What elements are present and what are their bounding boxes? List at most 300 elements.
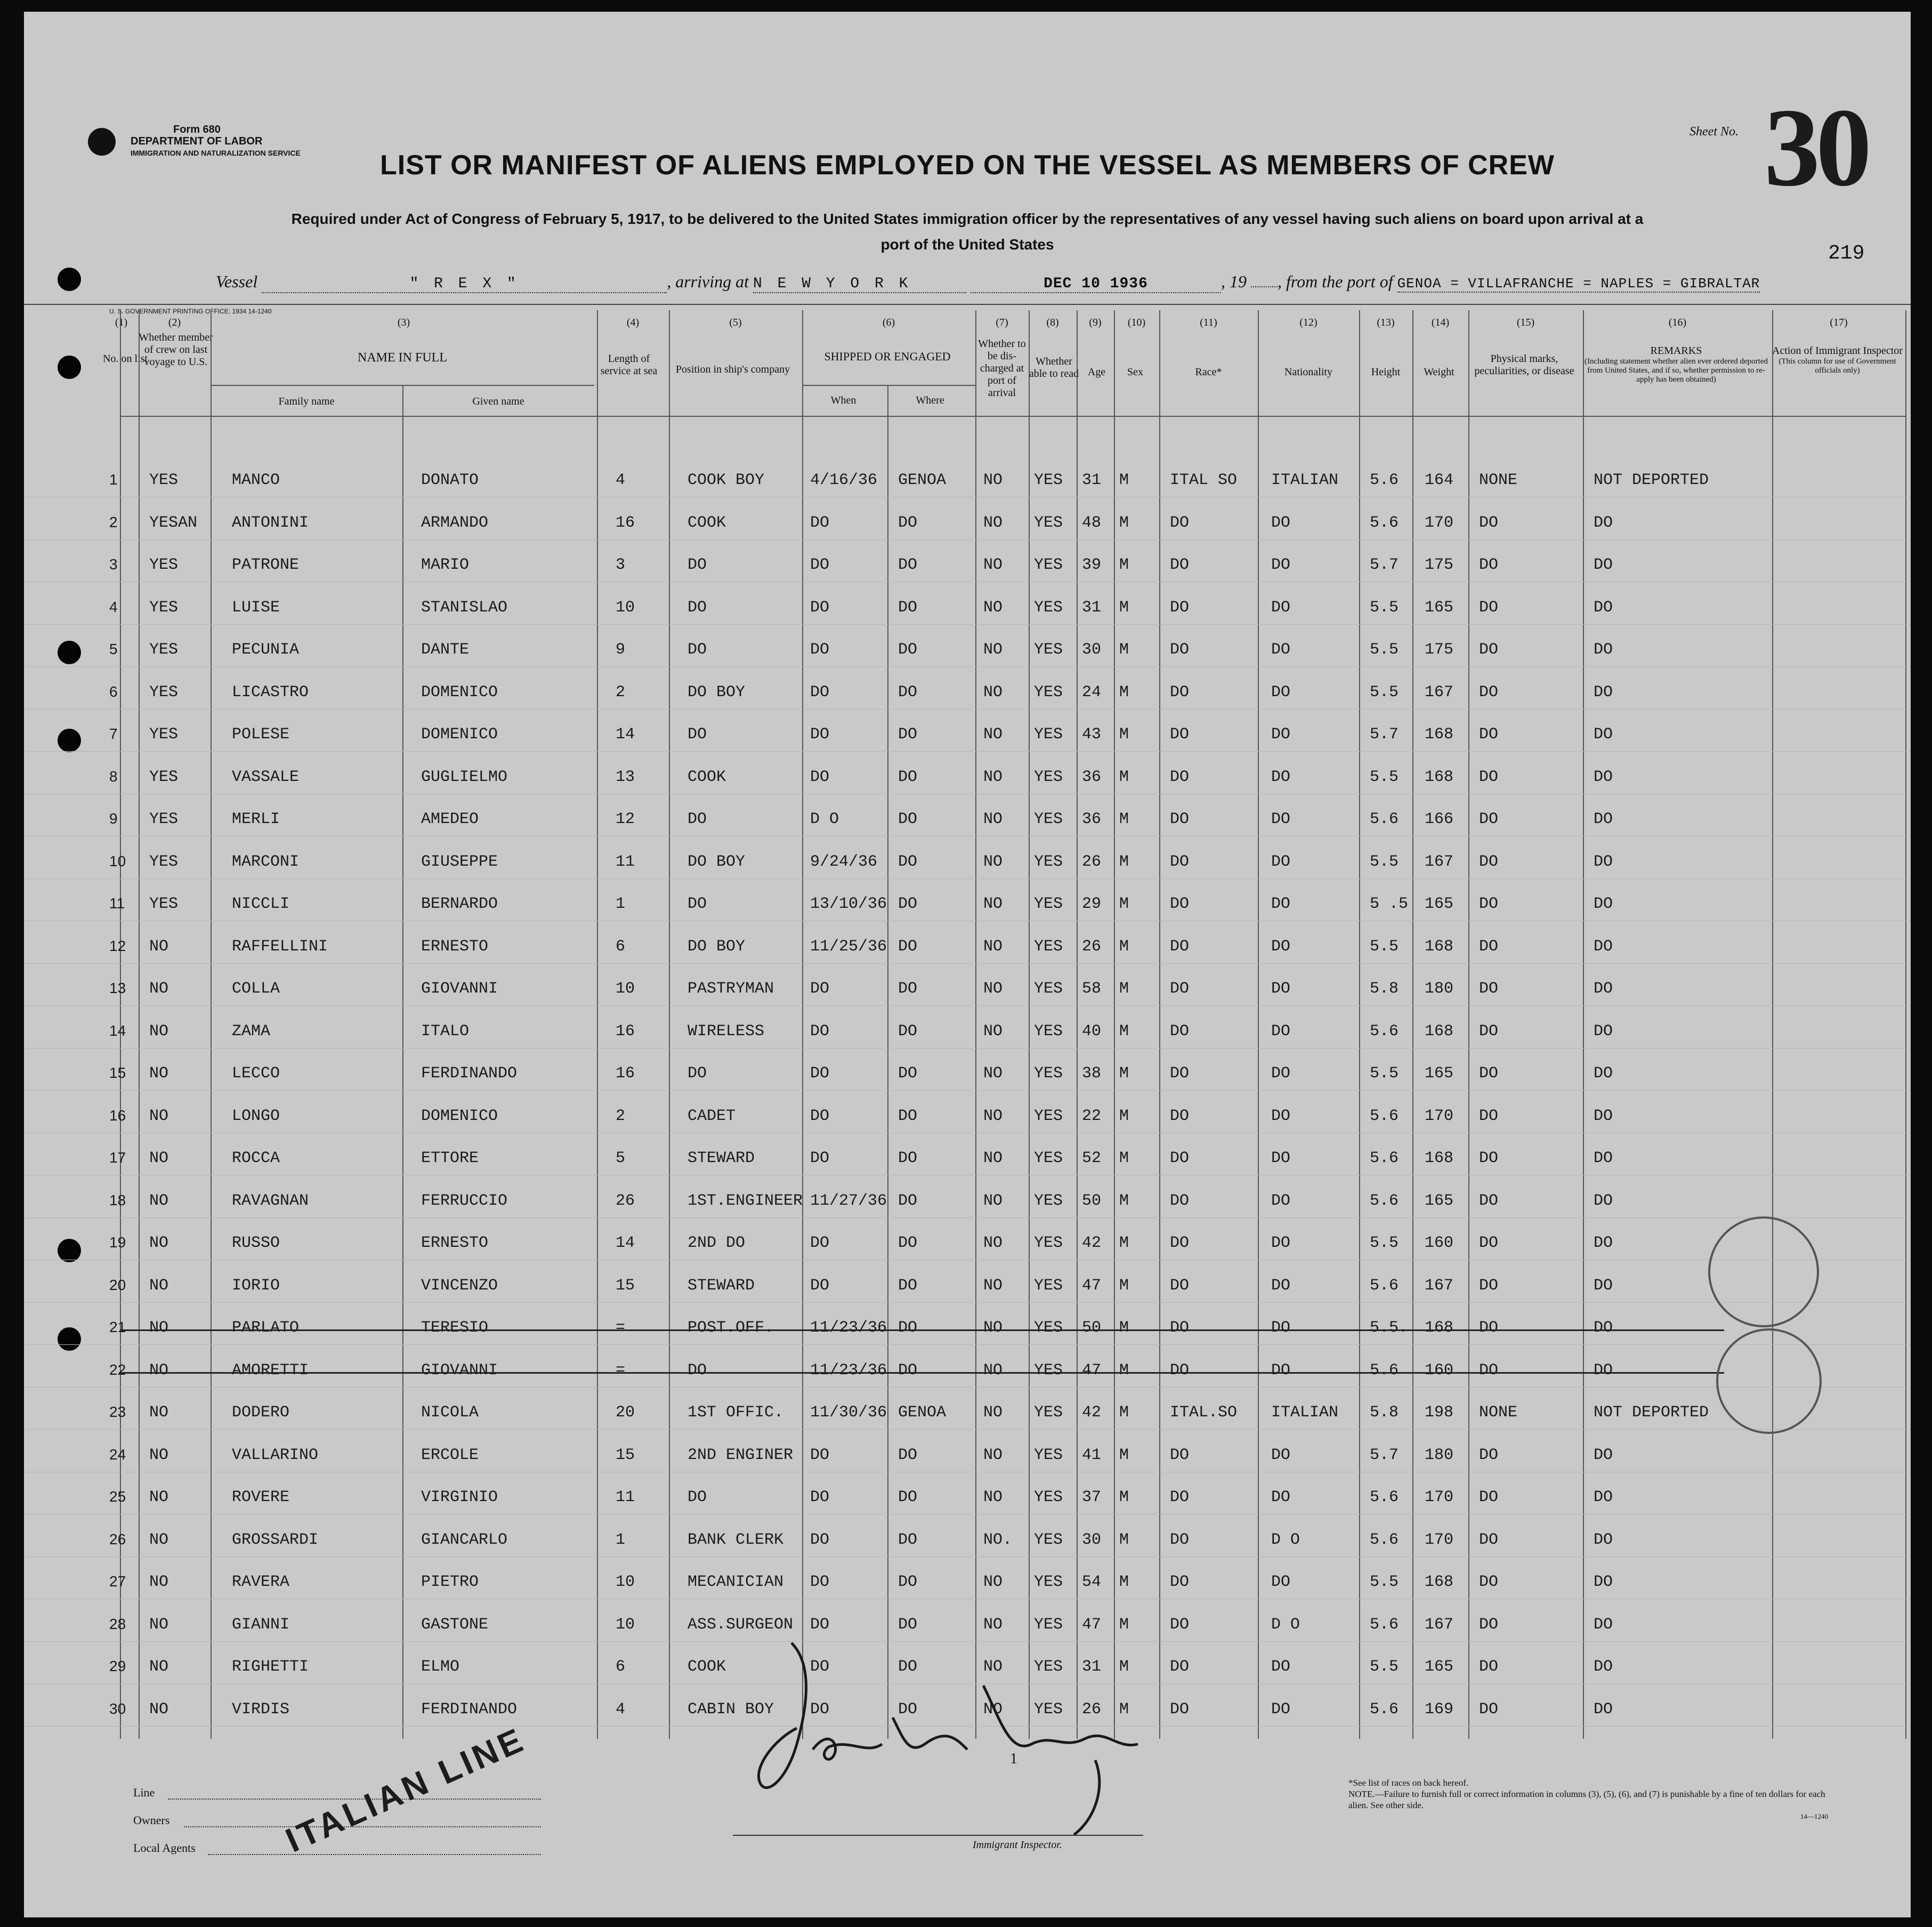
cell-family-name: RAVERA xyxy=(232,1573,290,1591)
cell-age: 47 xyxy=(1082,1361,1102,1380)
cell-family-name: DODERO xyxy=(232,1404,290,1422)
cell-sex: M xyxy=(1119,513,1129,532)
cell-remarks: DO xyxy=(1594,1530,1613,1549)
cell-family-name: MANCO xyxy=(232,471,280,489)
cell-age: 38 xyxy=(1082,1065,1102,1083)
cell-age: 31 xyxy=(1082,598,1102,617)
cell-weight: 175 xyxy=(1425,556,1454,574)
cell-shipped-when: DO xyxy=(810,1658,830,1676)
service-name: IMMIGRATION AND NATURALIZATION SERVICE xyxy=(131,149,301,157)
cell-weight: 180 xyxy=(1425,1446,1454,1464)
cell-shipped-where: DO xyxy=(898,810,918,828)
cell-remarks: DO xyxy=(1594,683,1613,702)
cell-weight: 165 xyxy=(1425,895,1454,913)
column-number: (9) xyxy=(1089,317,1102,328)
cell-sex: M xyxy=(1119,1615,1129,1634)
cell-shipped-when: DO xyxy=(810,1149,830,1167)
cell-discharged: NO xyxy=(983,1276,1003,1295)
cell-nationality: DO xyxy=(1271,937,1291,956)
cell-nationality: DO xyxy=(1271,556,1291,574)
cell-nationality: DO xyxy=(1271,1446,1291,1464)
header-nationality: Nationality xyxy=(1284,366,1332,378)
cell-row-number: 26 xyxy=(109,1530,126,1547)
cell-discharged: NO xyxy=(983,683,1003,702)
cell-row-number: 4 xyxy=(109,598,118,615)
cell-previous-voyage: NO xyxy=(149,1065,169,1083)
cell-physical-marks: DO xyxy=(1479,641,1499,659)
cell-weight: 168 xyxy=(1425,1149,1454,1167)
cell-nationality: DO xyxy=(1271,1276,1291,1295)
column-number: (16) xyxy=(1668,317,1687,328)
cell-given-name: ARMANDO xyxy=(421,513,489,532)
cell-discharged: NO xyxy=(983,852,1003,871)
page-subtitle xyxy=(120,206,1815,257)
cell-able-read: YES xyxy=(1034,1149,1063,1167)
cell-given-name: GASTONE xyxy=(421,1615,489,1634)
cell-sex: M xyxy=(1119,1446,1129,1464)
cell-previous-voyage: NO xyxy=(149,937,169,956)
consulate-seal-icon xyxy=(1716,1328,1822,1434)
column-number: (12) xyxy=(1299,317,1317,328)
cell-weight: 170 xyxy=(1425,1488,1454,1506)
cell-weight: 180 xyxy=(1425,980,1454,998)
cell-previous-voyage: NO xyxy=(149,1573,169,1591)
header-remarks xyxy=(1583,345,1769,384)
cell-weight: 160 xyxy=(1425,1234,1454,1252)
header-when: When xyxy=(830,394,856,406)
cell-previous-voyage: NO xyxy=(149,1446,169,1464)
cell-given-name: ELMO xyxy=(421,1658,460,1676)
cell-physical-marks: DO xyxy=(1479,1276,1499,1295)
cell-family-name: ZAMA xyxy=(232,1022,271,1041)
table-row xyxy=(24,1519,1911,1562)
cell-length-service: 14 xyxy=(616,1234,635,1252)
cell-weight: 198 xyxy=(1425,1404,1454,1422)
cell-physical-marks: DO xyxy=(1479,810,1499,828)
cell-nationality: DO xyxy=(1271,810,1291,828)
column-number: (1) xyxy=(115,317,128,328)
cell-age: 43 xyxy=(1082,725,1102,744)
table-row xyxy=(24,968,1911,1011)
cell-shipped-where: DO xyxy=(898,1658,918,1676)
cell-shipped-when: 11/30/36 xyxy=(810,1404,887,1422)
cell-previous-voyage: YES xyxy=(149,895,179,913)
cell-length-service: = xyxy=(616,1361,626,1380)
cell-given-name: FERDINANDO xyxy=(421,1700,518,1719)
cell-previous-voyage: NO xyxy=(149,1700,169,1719)
footer-notes xyxy=(1348,1777,1828,1822)
cell-shipped-when: 4/16/36 xyxy=(810,471,878,489)
header-height: Height xyxy=(1371,366,1401,378)
cell-given-name: GIANCARLO xyxy=(421,1530,508,1549)
cell-remarks: DO xyxy=(1594,1234,1613,1252)
cell-weight: 167 xyxy=(1425,683,1454,702)
table-row xyxy=(24,714,1911,756)
cell-remarks: DO xyxy=(1594,1107,1613,1125)
cell-length-service: 10 xyxy=(616,1615,635,1634)
subtitle-line-2: port of the United States xyxy=(880,236,1054,253)
cell-able-read: YES xyxy=(1034,1658,1063,1676)
cell-length-service: 10 xyxy=(616,1573,635,1591)
cell-able-read: YES xyxy=(1034,556,1063,574)
cell-physical-marks: DO xyxy=(1479,980,1499,998)
cell-physical-marks: DO xyxy=(1479,1319,1499,1337)
cell-sex: M xyxy=(1119,1700,1129,1719)
cell-shipped-where: DO xyxy=(898,980,918,998)
remarks-note: (Including statement whether alien ever ordered deported from United States, and if so, whether permission to re-apply has been obtained) xyxy=(1584,357,1768,384)
cell-sex: M xyxy=(1119,810,1129,828)
cell-nationality: DO xyxy=(1271,513,1291,532)
cell-shipped-where: DO xyxy=(898,1276,918,1295)
cell-discharged: NO xyxy=(983,1658,1003,1676)
cell-remarks: DO xyxy=(1594,1065,1613,1083)
cell-row-number: 7 xyxy=(109,725,118,742)
cell-previous-voyage: NO xyxy=(149,1615,169,1634)
cell-physical-marks: DO xyxy=(1479,895,1499,913)
cell-race: ITAL.SO xyxy=(1170,1404,1238,1422)
cell-remarks: DO xyxy=(1594,768,1613,786)
cell-race: DO xyxy=(1170,768,1190,786)
cell-sex: M xyxy=(1119,895,1129,913)
cell-remarks: DO xyxy=(1594,1658,1613,1676)
cell-shipped-when: DO xyxy=(810,1276,830,1295)
table-row xyxy=(24,1011,1911,1053)
cell-given-name: GUGLIELMO xyxy=(421,768,508,786)
cell-height: 5.6 xyxy=(1370,1276,1399,1295)
cell-row-number: 10 xyxy=(109,852,126,869)
cell-row-number: 19 xyxy=(109,1234,126,1251)
cell-row-number: 13 xyxy=(109,980,126,996)
cell-height: 5.6 xyxy=(1370,1107,1399,1125)
cell-given-name: MARIO xyxy=(421,556,470,574)
cell-weight: 165 xyxy=(1425,1065,1454,1083)
cell-physical-marks: NONE xyxy=(1479,1404,1518,1422)
cell-physical-marks: DO xyxy=(1479,598,1499,617)
cell-physical-marks: DO xyxy=(1479,1065,1499,1083)
inspector-signature-icon xyxy=(733,1622,1170,1845)
cell-weight: 165 xyxy=(1425,1658,1454,1676)
cell-previous-voyage: NO xyxy=(149,1319,169,1337)
cell-previous-voyage: NO xyxy=(149,1022,169,1041)
from-label: , from the port of xyxy=(1277,272,1393,291)
cell-row-number: 20 xyxy=(109,1276,126,1293)
table-row xyxy=(24,1222,1911,1265)
cell-length-service: 5 xyxy=(616,1149,626,1167)
cell-given-name: DOMENICO xyxy=(421,725,498,744)
cell-given-name: TERESIO xyxy=(421,1319,489,1337)
cell-sex: M xyxy=(1119,768,1129,786)
cell-height: 5.6 xyxy=(1370,810,1399,828)
cell-position: 2ND ENGINER xyxy=(688,1446,794,1464)
cell-age: 48 xyxy=(1082,513,1102,532)
cell-shipped-where: DO xyxy=(898,725,918,744)
cell-shipped-when: DO xyxy=(810,1446,830,1464)
cell-height: 5.5 xyxy=(1370,1573,1399,1591)
cell-race: DO xyxy=(1170,810,1190,828)
cell-shipped-when: 9/24/36 xyxy=(810,852,878,871)
cell-shipped-where: DO xyxy=(898,1022,918,1041)
column-number: (15) xyxy=(1516,317,1535,328)
cell-height: 5.5 xyxy=(1370,937,1399,956)
cell-previous-voyage: YES xyxy=(149,471,179,489)
cell-previous-voyage: NO xyxy=(149,1276,169,1295)
cell-row-number: 11 xyxy=(109,895,125,912)
cell-physical-marks: DO xyxy=(1479,768,1499,786)
cell-position: DO xyxy=(688,1488,707,1506)
cell-discharged: NO xyxy=(983,1446,1003,1464)
cell-weight: 170 xyxy=(1425,1107,1454,1125)
cell-shipped-where: DO xyxy=(898,852,918,871)
year-label: , 19 xyxy=(1220,272,1247,291)
cell-race: DO xyxy=(1170,1107,1190,1125)
table-row xyxy=(24,1392,1911,1434)
vessel-name: " R E X " xyxy=(262,276,667,293)
cell-weight: 168 xyxy=(1425,937,1454,956)
cell-shipped-when: DO xyxy=(810,768,830,786)
cell-position: 2ND DO xyxy=(688,1234,746,1252)
cell-shipped-where: DO xyxy=(898,641,918,659)
cell-able-read: YES xyxy=(1034,1573,1063,1591)
cell-row-number: 21 xyxy=(109,1319,126,1335)
cell-family-name: RAFFELLINI xyxy=(232,937,328,956)
cell-given-name: ETTORE xyxy=(421,1149,479,1167)
cell-family-name: LECCO xyxy=(232,1065,280,1083)
cell-age: 54 xyxy=(1082,1573,1102,1591)
cell-nationality: DO xyxy=(1271,641,1291,659)
cell-length-service: 6 xyxy=(616,1658,626,1676)
cell-previous-voyage: YESAN xyxy=(149,513,198,532)
cell-sex: M xyxy=(1119,598,1129,617)
table-row xyxy=(24,799,1911,841)
cell-sex: M xyxy=(1119,1488,1129,1506)
cell-previous-voyage: NO xyxy=(149,1149,169,1167)
cell-shipped-when: 11/25/36 xyxy=(810,937,887,956)
cell-previous-voyage: YES xyxy=(149,556,179,574)
cell-row-number: 6 xyxy=(109,683,118,700)
races-note: *See list of races on back hereof. xyxy=(1348,1778,1469,1788)
cell-previous-voyage: YES xyxy=(149,683,179,702)
cell-given-name: ERNESTO xyxy=(421,937,489,956)
column-number: (6) xyxy=(882,317,895,328)
cell-family-name: ANTONINI xyxy=(232,513,309,532)
cell-sex: M xyxy=(1119,683,1129,702)
cell-given-name: VINCENZO xyxy=(421,1276,498,1295)
cell-physical-marks: DO xyxy=(1479,1700,1499,1719)
cell-physical-marks: DO xyxy=(1479,1107,1499,1125)
cell-able-read: YES xyxy=(1034,1234,1063,1252)
cell-physical-marks: DO xyxy=(1479,1615,1499,1634)
cell-family-name: LICASTRO xyxy=(232,683,309,702)
cell-remarks: DO xyxy=(1594,1022,1613,1041)
cell-row-number: 24 xyxy=(109,1446,126,1463)
cell-position: PASTRYMAN xyxy=(688,980,774,998)
cell-family-name: PATRONE xyxy=(232,556,300,574)
cell-family-name: LUISE xyxy=(232,598,280,617)
cell-race: DO xyxy=(1170,1658,1190,1676)
cell-age: 30 xyxy=(1082,641,1102,659)
cell-discharged: NO xyxy=(983,1191,1003,1210)
cell-physical-marks: DO xyxy=(1479,1022,1499,1041)
cell-previous-voyage: NO xyxy=(149,1107,169,1125)
cell-physical-marks: DO xyxy=(1479,556,1499,574)
cell-length-service: 10 xyxy=(616,980,635,998)
cell-race: DO xyxy=(1170,641,1190,659)
cell-previous-voyage: YES xyxy=(149,852,179,871)
cell-shipped-where: GENOA xyxy=(898,471,947,489)
column-number: (3) xyxy=(397,317,410,328)
cell-discharged: NO xyxy=(983,895,1003,913)
cell-shipped-when: DO xyxy=(810,725,830,744)
table-row xyxy=(24,1477,1911,1519)
table-row xyxy=(24,1434,1911,1477)
cell-length-service: 15 xyxy=(616,1446,635,1464)
cell-age: 50 xyxy=(1082,1191,1102,1210)
cell-race: DO xyxy=(1170,556,1190,574)
cell-position: DO BOY xyxy=(688,683,746,702)
cell-remarks: DO xyxy=(1594,1700,1613,1719)
cell-position: CABIN BOY xyxy=(688,1700,774,1719)
cell-sex: M xyxy=(1119,980,1129,998)
cell-age: 22 xyxy=(1082,1107,1102,1125)
cell-position: DO xyxy=(688,895,707,913)
cell-physical-marks: DO xyxy=(1479,937,1499,956)
cell-position: DO xyxy=(688,1065,707,1083)
cell-nationality: D O xyxy=(1271,1530,1300,1549)
remarks-title: REMARKS xyxy=(1650,345,1702,357)
cell-position: DO xyxy=(688,556,707,574)
cell-race: DO xyxy=(1170,1700,1190,1719)
cell-row-number: 2 xyxy=(109,513,118,530)
cell-remarks: DO xyxy=(1594,725,1613,744)
cell-length-service: 3 xyxy=(616,556,626,574)
cell-discharged: NO xyxy=(983,556,1003,574)
cell-able-read: YES xyxy=(1034,1700,1063,1719)
cell-weight: 167 xyxy=(1425,1276,1454,1295)
cell-position: DO xyxy=(688,1361,707,1380)
cell-discharged: NO xyxy=(983,810,1003,828)
cell-discharged: NO xyxy=(983,1573,1003,1591)
cell-position: DO BOY xyxy=(688,937,746,956)
header-where: Where xyxy=(916,394,944,406)
cell-previous-voyage: NO xyxy=(149,1404,169,1422)
cell-height: 5.6 xyxy=(1370,513,1399,532)
cell-family-name: PARLATO xyxy=(232,1319,300,1337)
cell-sex: M xyxy=(1119,1022,1129,1041)
cell-position: DO xyxy=(688,725,707,744)
cell-length-service: 2 xyxy=(616,683,626,702)
cell-position: DO BOY xyxy=(688,852,746,871)
cell-length-service: 1 xyxy=(616,1530,626,1549)
cell-weight: 168 xyxy=(1425,725,1454,744)
cell-shipped-when: 13/10/36 xyxy=(810,895,887,913)
consulate-seal-icon xyxy=(1708,1216,1819,1327)
cell-able-read: YES xyxy=(1034,937,1063,956)
table-row xyxy=(24,544,1911,587)
cell-shipped-where: DO xyxy=(898,1107,918,1125)
cell-race: DO xyxy=(1170,852,1190,871)
cell-row-number: 29 xyxy=(109,1658,126,1674)
header-physical-marks: Physical marks, peculiarities, or disease xyxy=(1474,353,1574,377)
cell-remarks: DO xyxy=(1594,1488,1613,1506)
cell-previous-voyage: YES xyxy=(149,725,179,744)
cell-weight: 175 xyxy=(1425,641,1454,659)
cell-age: 31 xyxy=(1082,471,1102,489)
cell-height: 5.6 xyxy=(1370,1488,1399,1506)
page-title: LIST OR MANIFEST OF ALIENS EMPLOYED ON THE VESSEL AS MEMBERS OF CREW xyxy=(380,150,1555,181)
cell-nationality: DO xyxy=(1271,1234,1291,1252)
cell-shipped-when: DO xyxy=(810,1573,830,1591)
table-row xyxy=(24,1095,1911,1138)
cell-nationality: DO xyxy=(1271,1319,1291,1337)
cell-length-service: 20 xyxy=(616,1404,635,1422)
cell-position: MECANICIAN xyxy=(688,1573,784,1591)
sheet-label: Sheet No. xyxy=(1690,125,1739,139)
cell-nationality: DO xyxy=(1271,1361,1291,1380)
cell-discharged: NO xyxy=(983,1065,1003,1083)
table-row xyxy=(24,1180,1911,1223)
cell-age: 24 xyxy=(1082,683,1102,702)
cell-remarks: DO xyxy=(1594,598,1613,617)
cell-previous-voyage: YES xyxy=(149,768,179,786)
cell-row-number: 25 xyxy=(109,1488,126,1505)
cell-physical-marks: DO xyxy=(1479,725,1499,744)
cell-previous-voyage: NO xyxy=(149,1234,169,1252)
cell-shipped-when: DO xyxy=(810,556,830,574)
cell-given-name: GIOVANNI xyxy=(421,1361,498,1380)
cell-able-read: YES xyxy=(1034,683,1063,702)
cell-given-name: ERNESTO xyxy=(421,1234,489,1252)
cell-able-read: YES xyxy=(1034,980,1063,998)
cell-shipped-when: DO xyxy=(810,513,830,532)
cell-nationality: DO xyxy=(1271,1065,1291,1083)
cell-row-number: 9 xyxy=(109,810,118,827)
cell-nationality: DO xyxy=(1271,768,1291,786)
cell-nationality: DO xyxy=(1271,725,1291,744)
cell-position: 1ST OFFIC. xyxy=(688,1404,784,1422)
cell-race: DO xyxy=(1170,1234,1190,1252)
cell-shipped-where: DO xyxy=(898,1065,918,1083)
cell-sex: M xyxy=(1119,1404,1129,1422)
table-row xyxy=(24,883,1911,926)
cell-race: DO xyxy=(1170,1065,1190,1083)
cell-shipped-where: DO xyxy=(898,556,918,574)
cell-discharged: NO xyxy=(983,725,1003,744)
cell-discharged: NO xyxy=(983,1404,1003,1422)
cell-race: DO xyxy=(1170,1361,1190,1380)
cell-discharged: NO xyxy=(983,1319,1003,1337)
cell-family-name: RAVAGNAN xyxy=(232,1191,309,1210)
cell-remarks: DO xyxy=(1594,1361,1613,1380)
cell-row-number: 16 xyxy=(109,1107,126,1124)
cell-shipped-where: DO xyxy=(898,1700,918,1719)
cell-shipped-when: DO xyxy=(810,598,830,617)
cell-physical-marks: DO xyxy=(1479,852,1499,871)
cell-shipped-where: DO xyxy=(898,1149,918,1167)
cell-remarks: DO xyxy=(1594,1319,1613,1337)
cell-race: ITAL SO xyxy=(1170,471,1238,489)
column-number: (13) xyxy=(1377,317,1395,328)
cell-weight: 167 xyxy=(1425,1615,1454,1634)
cell-height: 5.6 xyxy=(1370,1022,1399,1041)
cell-sex: M xyxy=(1119,641,1129,659)
cell-remarks: DO xyxy=(1594,937,1613,956)
cell-able-read: YES xyxy=(1034,895,1063,913)
cell-weight: 165 xyxy=(1425,1191,1454,1210)
cell-able-read: YES xyxy=(1034,1446,1063,1464)
cell-height: 5.5 xyxy=(1370,641,1399,659)
cell-shipped-where: DO xyxy=(898,1191,918,1210)
cell-row-number: 22 xyxy=(109,1361,126,1378)
